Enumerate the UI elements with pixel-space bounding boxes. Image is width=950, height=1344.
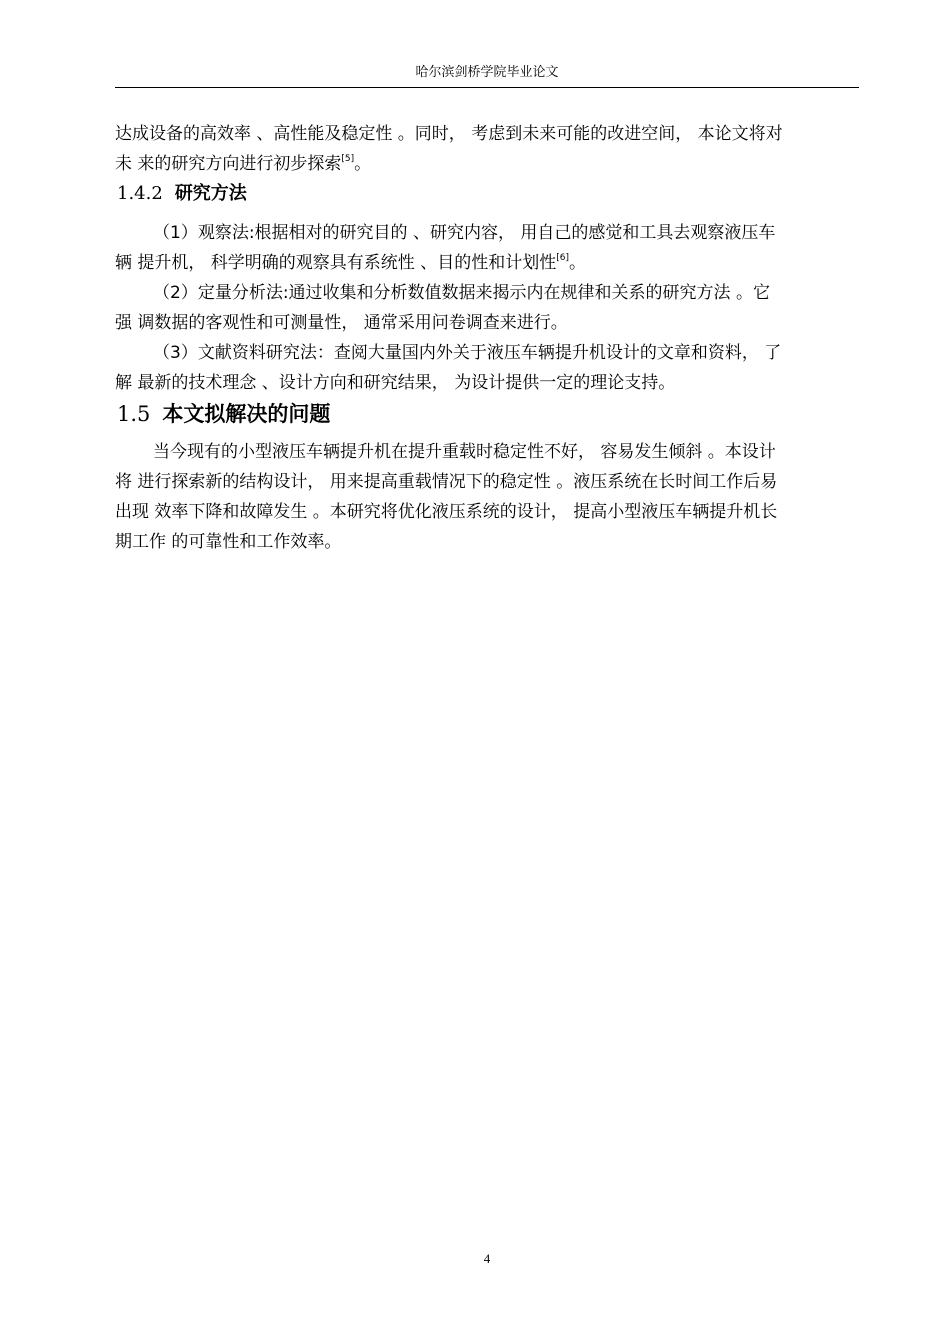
intro-line-2: 未 来的研究方向进行初步探索 (115, 154, 342, 174)
intro-paragraph (115, 119, 859, 179)
method-1-line-2: 辆 提升机， 科学明确的观察具有系统性 、目的性和计划性 (115, 253, 557, 273)
problem-line-3: 出现 效率下降和故障发生 。本研究将优化液压系统的设计， 提高小型液压车辆提升机长 (115, 502, 778, 522)
method-1-line-1: （1）观察法:根据相对的研究目的 、研究内容， 用自己的感觉和工具去观察液压车 (153, 223, 776, 243)
method-2-line-2: 强 调数据的客观性和可测量性， 通常采用问卷调查来进行。 (115, 313, 568, 333)
problem-line-2: 将 进行探索新的结构设计， 用来提高重载情况下的稳定性 。液压系统在长时间工作后易 (115, 472, 778, 492)
citation-6: [6] (556, 253, 569, 263)
method-3-line-2: 解 最新的技术理念 、设计方向和研究结果， 为设计提供一定的理论支持。 (115, 373, 676, 393)
section-heading-1-4-2 (117, 181, 247, 207)
method-3-paragraph (115, 338, 859, 398)
page-number: 4 (483, 1251, 491, 1266)
section-heading-1-5 (117, 400, 330, 428)
method-3-line-1: （3）文献资料研究法：查阅大量国内外关于液压车辆提升机设计的文章和资料， 了 (153, 343, 782, 363)
problem-line-4: 期工作 的可靠性和工作效率。 (115, 532, 342, 552)
method-2-paragraph (115, 278, 859, 338)
problem-paragraph (115, 437, 859, 557)
header-rule (115, 87, 859, 88)
section-number: 1.4.2 (117, 183, 163, 204)
method-1-line-2-end: 。 (568, 253, 586, 273)
problem-line-1: 当今现有的小型液压车辆提升机在提升重载时稳定性不好， 容易发生倾斜 。本设计 (153, 442, 776, 462)
method-1-paragraph (115, 218, 859, 278)
citation-5: [5] (341, 154, 355, 164)
intro-line-2-end: 。 (354, 154, 372, 174)
method-2-line-1: （2）定量分析法:通过收集和分析数值数据来揭示内在规律和关系的研究方法 。它 (153, 283, 770, 303)
section-number: 1.5 (117, 402, 151, 426)
intro-line-1: 达成设备的高效率 、高性能及稳定性 。同时， 考虑到未来可能的改进空间， 本论文将对 (115, 124, 783, 144)
section-title: 研究方法 (174, 183, 247, 204)
running-header: 哈尔滨剑桥学院毕业论文 (415, 65, 559, 80)
section-title: 本文拟解决的问题 (162, 402, 331, 426)
